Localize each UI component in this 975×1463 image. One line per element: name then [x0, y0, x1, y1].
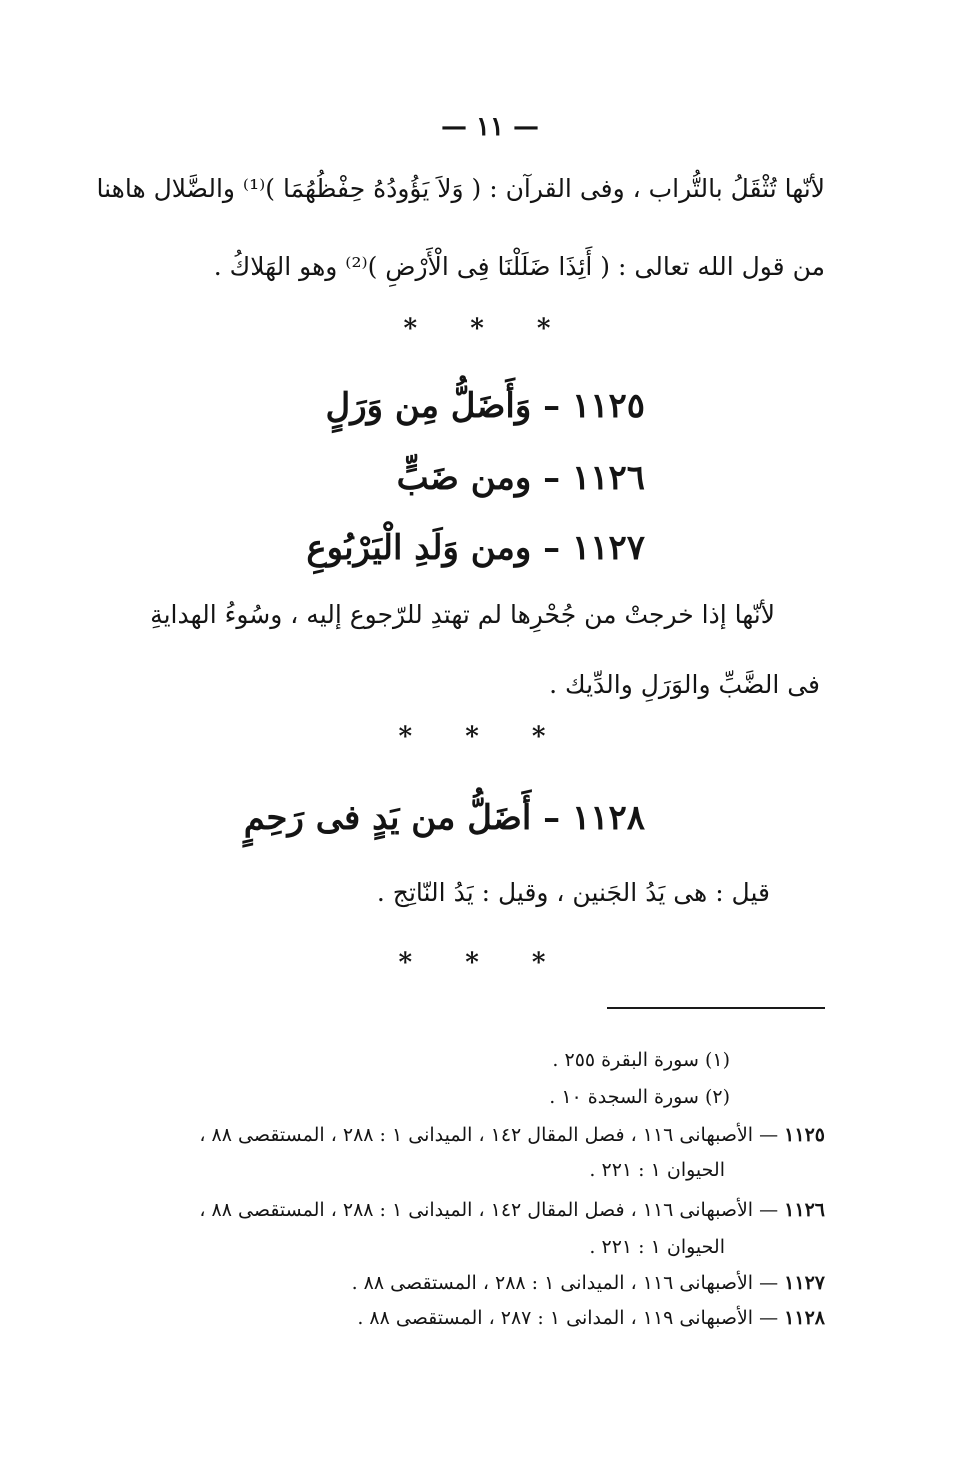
separator-stars-2: * * * [398, 722, 568, 752]
explanation-line-1: لأنّها إذا خرجتْ من جُحْرِها لم تهتدِ للرّجوع إليه ، وسُوءُ الهدايةِ [150, 600, 775, 629]
footnote-1125-number: ١١٢٥ [784, 1124, 825, 1146]
footnote-1127-text: — الأصبهانى ١١٦ ، الميدانى ١ : ٢٨٨ ، المستقصى ٨٨ . [351, 1272, 779, 1294]
separator-stars-3: * * * [398, 948, 568, 978]
footnote-1127 [352, 1270, 825, 1296]
entry-1128-text: قيل : هى يَدُ الجَنين ، وقيل : يَدُ النّاتِج . [376, 878, 770, 907]
footnote-1125-text: — الأصبهانى ١١٦ ، فصل المقال ١٤٢ ، الميدانى ١ : ٢٨٨ ، المستقصى ٨٨ ، [199, 1124, 779, 1146]
footnote-1125-cont: الحيوان ١ : ٢٢١ . [589, 1159, 725, 1181]
intro-line-1: لأنّها تُثْقَلُ بالتُّراب ، وفى القرآن : ( وَلاَ يَؤُودُهُ حِفْظُهُمَا )⁽¹⁾ والضَّلال هاهنا [96, 174, 825, 203]
footnote-1: (١) سورة البقرة ٢٥٥ . [552, 1049, 730, 1071]
intro-line-2: من قول الله تعالى : ( أَئِذَا ضَلَلْنَا فِى الْأَرْضِ )⁽²⁾ وهو الهَلاكُ . [213, 252, 825, 281]
footnote-1128-number: ١١٢٨ [784, 1307, 825, 1329]
footnote-1125 [199, 1122, 825, 1148]
footnote-1126-text: — الأصبهانى ١١٦ ، فصل المقال ١٤٢ ، الميدانى ١ : ٢٨٨ ، المستقصى ٨٨ ، [199, 1199, 779, 1221]
footnote-1126 [199, 1197, 825, 1223]
entry-1126-heading: ١١٢٦ – ومن ضَبٍّ [396, 458, 645, 498]
footnote-1126-number: ١١٢٦ [784, 1199, 825, 1221]
explanation-line-2: فى الضَّبِّ والوَرَلِ والدِّيك . [549, 670, 820, 699]
footnote-1127-number: ١١٢٧ [784, 1272, 825, 1294]
entry-1128-heading: ١١٢٨ – أَضَلُّ من يَدٍ فى رَحِمٍ [243, 798, 645, 838]
footnote-divider [607, 1007, 825, 1009]
footnote-2: (٢) سورة السجدة ١٠ . [549, 1086, 730, 1108]
footnote-1126-cont: الحيوان ١ : ٢٢١ . [589, 1236, 725, 1258]
entry-1127-heading: ١١٢٧ – ومن وَلَدِ الْيَرْبُوعِ [306, 528, 645, 568]
entry-1125-heading: ١١٢٥ – وَأَضَلُّ مِن وَرَلٍ [325, 386, 645, 426]
page-number: — ١١ — [440, 112, 540, 142]
footnote-1128 [357, 1305, 825, 1331]
separator-stars-1: * * * [403, 314, 573, 344]
footnote-1128-text: — الأصبهانى ١١٩ ، المدانى ١ : ٢٨٧ ، المستقصى ٨٨ . [357, 1307, 779, 1329]
